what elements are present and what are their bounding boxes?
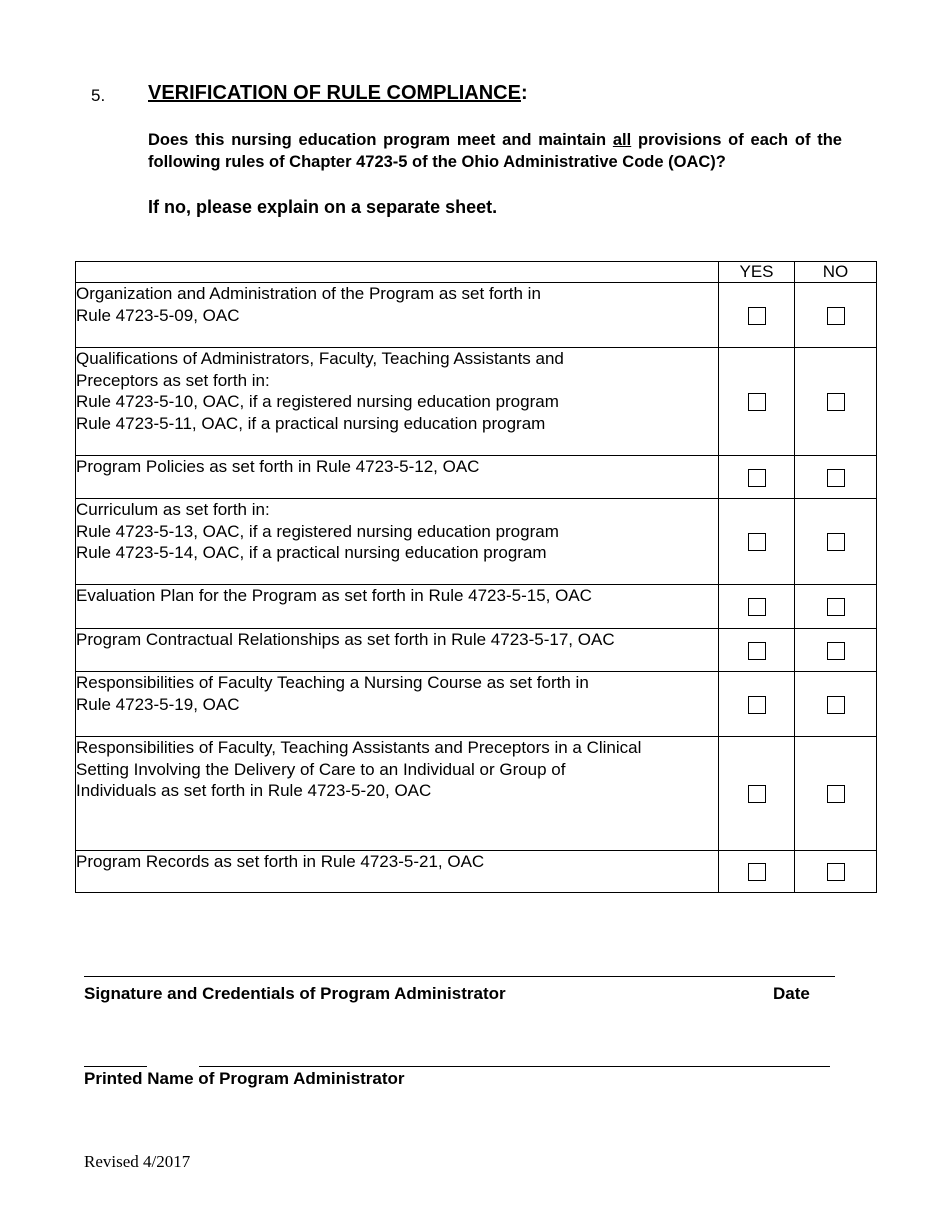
no-checkbox[interactable] — [827, 469, 845, 487]
cell-yes — [719, 348, 795, 456]
revised-date: Revised 4/2017 — [84, 1152, 191, 1171]
section-title-text: VERIFICATION OF RULE COMPLIANCE — [148, 82, 521, 104]
cell-yes — [719, 851, 795, 893]
rule-label-line: Program Records as set forth in Rule 4723-5-21, OAC — [76, 852, 485, 871]
rule-label — [76, 851, 719, 893]
no-checkbox[interactable] — [827, 307, 845, 325]
table-row — [76, 283, 877, 348]
rule-label-line: Evaluation Plan for the Program as set forth in Rule 4723-5-15, OAC — [76, 586, 592, 605]
rule-label — [76, 737, 719, 851]
table-row — [76, 629, 877, 672]
cell-yes — [719, 585, 795, 629]
cell-no — [795, 499, 877, 585]
printed-name-line — [199, 1066, 830, 1067]
cell-no — [795, 672, 877, 737]
cell-yes — [719, 672, 795, 737]
rule-label-line: Curriculum as set forth in: — [76, 500, 270, 519]
rule-label-line: Individuals as set forth in Rule 4723-5-20, OAC — [76, 781, 432, 800]
yes-checkbox[interactable] — [748, 307, 766, 325]
header-no: NO — [795, 262, 877, 283]
rule-label-line: Rule 4723-5-09, OAC — [76, 305, 240, 325]
yes-checkbox[interactable] — [748, 393, 766, 411]
rules-table — [75, 261, 877, 893]
rule-label-line: Preceptors as set forth in: — [76, 370, 270, 390]
signature-line — [84, 976, 835, 977]
cell-yes — [719, 283, 795, 348]
rule-label — [76, 585, 719, 629]
no-checkbox[interactable] — [827, 533, 845, 551]
rule-label-line: Responsibilities of Faculty Teaching a Nursing Course as set forth in — [76, 673, 589, 692]
rule-label — [76, 283, 719, 348]
cell-no — [795, 585, 877, 629]
cell-no — [795, 283, 877, 348]
rule-label-line: Responsibilities of Faculty, Teaching Assistants and Preceptors in a Clinical — [76, 738, 642, 757]
date-label: Date — [773, 984, 810, 1003]
yes-checkbox[interactable] — [748, 642, 766, 660]
rule-label — [76, 672, 719, 737]
no-checkbox[interactable] — [827, 393, 845, 411]
table-row — [76, 499, 877, 585]
table-row — [76, 737, 877, 851]
table-header-row — [76, 262, 877, 283]
table-row — [76, 348, 877, 456]
rule-label-line: Rule 4723-5-11, OAC, if a practical nursing education program — [76, 413, 546, 433]
table-row — [76, 585, 877, 629]
yes-checkbox[interactable] — [748, 469, 766, 487]
cell-yes — [719, 737, 795, 851]
no-checkbox[interactable] — [827, 785, 845, 803]
rule-label-line: Organization and Administration of the Program as set forth in — [76, 284, 541, 303]
cell-yes — [719, 456, 795, 499]
cell-yes — [719, 629, 795, 672]
rule-label-line: Program Policies as set forth in Rule 4723-5-12, OAC — [76, 457, 480, 476]
compliance-question — [148, 130, 842, 173]
section-number: 5. — [91, 86, 106, 105]
rule-label-line: Rule 4723-5-10, OAC, if a registered nursing education program — [76, 392, 559, 411]
table-row — [76, 851, 877, 893]
rule-label — [76, 456, 719, 499]
cell-no — [795, 737, 877, 851]
header-yes: YES — [719, 262, 795, 283]
question-emphasis: all — [612, 131, 632, 149]
no-checkbox[interactable] — [827, 598, 845, 616]
rule-label-line: Rule 4723-5-13, OAC, if a registered nursing education program — [76, 521, 559, 541]
header-blank — [76, 262, 719, 283]
rule-label-line: Qualifications of Administrators, Faculty, Teaching Assistants and — [76, 349, 564, 368]
question-part2: provisions of each of the following rules of Chapter 4723-5 of the Ohio Administrative Code (OAC)? — [148, 131, 842, 171]
cell-no — [795, 348, 877, 456]
yes-checkbox[interactable] — [748, 598, 766, 616]
no-checkbox[interactable] — [827, 696, 845, 714]
yes-checkbox[interactable] — [748, 785, 766, 803]
cell-no — [795, 629, 877, 672]
table-row — [76, 456, 877, 499]
question-part1: Does this nursing education program meet and maintain — [148, 131, 613, 149]
rule-label — [76, 348, 719, 456]
rule-label-line: Rule 4723-5-14, OAC, if a practical nursing education program — [76, 543, 547, 562]
explain-instruction: If no, please explain on a separate sheet. — [148, 197, 498, 217]
rule-label — [76, 629, 719, 672]
cell-no — [795, 456, 877, 499]
section-title-colon: : — [520, 82, 528, 104]
cell-no — [795, 851, 877, 893]
signature-label: Signature and Credentials of Program Administrator — [84, 984, 506, 1003]
no-checkbox[interactable] — [827, 863, 845, 881]
section-title — [148, 82, 528, 105]
no-checkbox[interactable] — [827, 642, 845, 660]
yes-checkbox[interactable] — [748, 696, 766, 714]
printed-name-label: Printed Name of Program Administrator — [84, 1069, 405, 1088]
rule-label — [76, 499, 719, 585]
cell-yes — [719, 499, 795, 585]
rule-label-line: Setting Involving the Delivery of Care to an Individual or Group of — [76, 759, 566, 779]
yes-checkbox[interactable] — [748, 863, 766, 881]
table-row — [76, 672, 877, 737]
printed-name-short-line — [84, 1066, 147, 1067]
rule-label-line: Rule 4723-5-19, OAC — [76, 694, 240, 714]
rule-label-line: Program Contractual Relationships as set forth in Rule 4723-5-17, OAC — [76, 630, 615, 649]
yes-checkbox[interactable] — [748, 533, 766, 551]
